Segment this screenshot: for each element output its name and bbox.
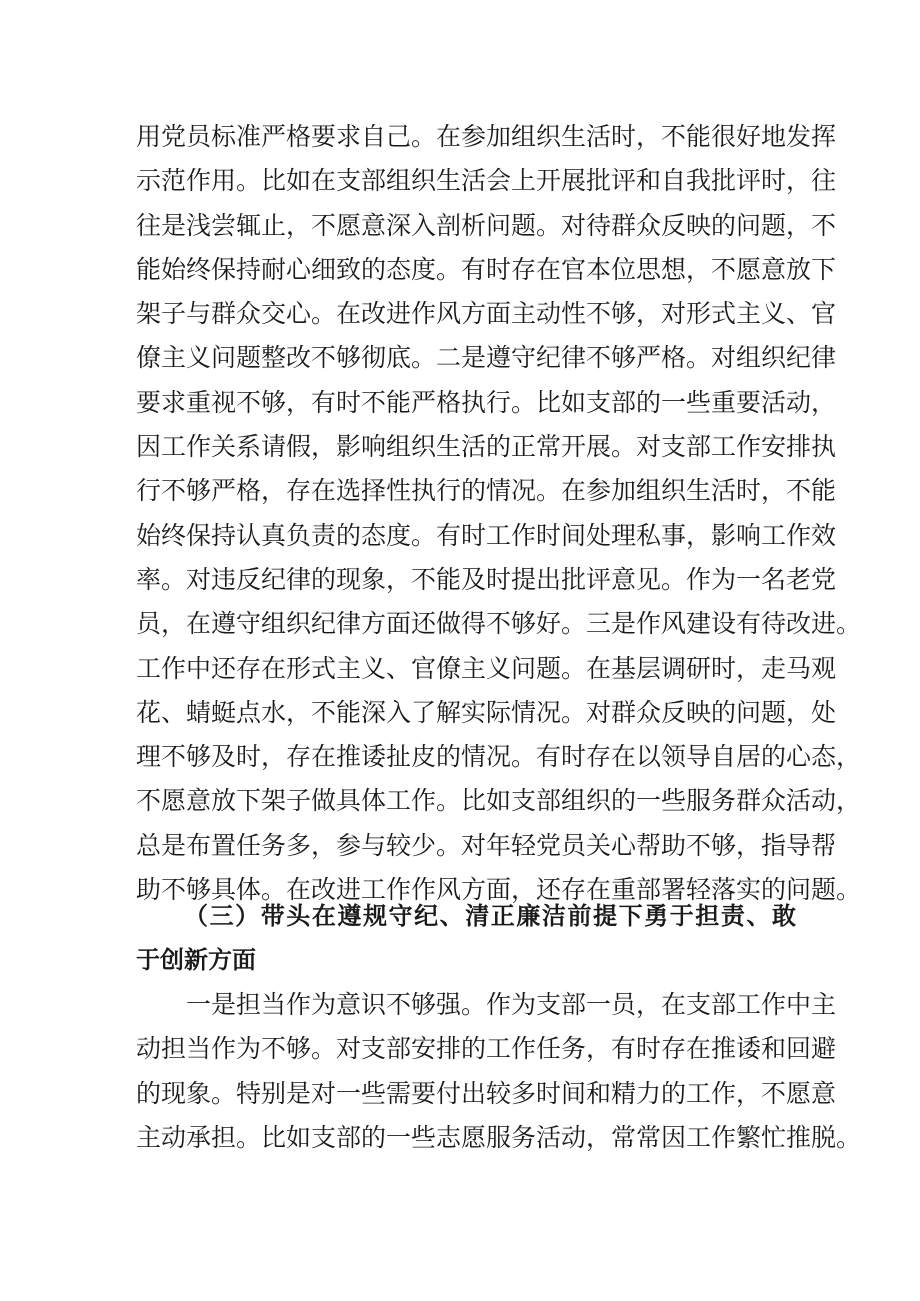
text-line: 架子与群众交心。在改进作风方面主动性不够，对形式主义、官 [136,299,837,329]
text-line: 能始终保持耐心细致的态度。有时存在官本位思想，不愿意放下 [136,254,837,284]
text-line: 率。对违反纪律的现象，不能及时提出批评意见。作为一名老党 [136,564,837,594]
body-paragraph-1 [136,115,862,912]
text-line: 的现象。特别是对一些需要付出较多时间和精力的工作，不愿意 [136,1078,837,1108]
heading-line: （三）带头在遵规守纪、清正廉洁前提下勇于担责、敢 [184,902,796,930]
text-line: 示范作用。比如在支部组织生活会上开展批评和自我批评时，往 [136,166,837,196]
text-line: 花、蜻蜓点水，不能深入了解实际情况。对群众反映的问题，处 [136,697,837,727]
text-line: 始终保持认真负责的态度。有时工作时间处理私事，影响工作效 [136,520,837,550]
text-line: 总是布置任务多，参与较少。对年轻党员关心帮助不够，指导帮 [136,830,837,860]
text-line: 一是担当作为意识不够强。作为支部一员，在支部工作中主 [186,990,837,1019]
text-line: 僚主义问题整改不够彻底。二是遵守纪律不够严格。对组织纪律 [136,343,837,373]
body-paragraph-2 [136,983,862,1160]
text-line: 往是浅尝辄止，不愿意深入剖析问题。对待群众反映的问题，不 [136,210,837,240]
text-line: 因工作关系请假，影响组织生活的正常开展。对支部工作安排执 [136,432,837,462]
heading-line: 于创新方面 [136,946,256,975]
text-line: 不愿意放下架子做具体工作。比如支部组织的一些服务群众活动， [136,786,862,816]
text-line: 用党员标准严格要求自己。在参加组织生活时，不能很好地发挥 [136,122,837,151]
text-line: 员，在遵守组织纪律方面还做得不够好。三是作风建设有待改进。 [136,609,862,639]
text-line: 行不够严格，存在选择性执行的情况。在参加组织生活时，不能 [136,476,837,506]
text-line: 助不够具体。在改进工作作风方面，还存在重部署轻落实的问题。 [136,875,862,905]
section-heading [136,894,796,983]
text-line: 主动承担。比如支部的一些志愿服务活动，常常因工作繁忙推脱。 [136,1122,862,1152]
text-line: 动担当作为不够。对支部安排的工作任务，有时存在推诿和回避 [136,1034,837,1064]
text-line: 工作中还存在形式主义、官僚主义问题。在基层调研时，走马观 [136,653,837,683]
text-line: 理不够及时，存在推诿扯皮的情况。有时存在以领导自居的心态， [136,742,862,772]
text-line: 要求重视不够，有时不能严格执行。比如支部的一些重要活动， [136,387,837,417]
